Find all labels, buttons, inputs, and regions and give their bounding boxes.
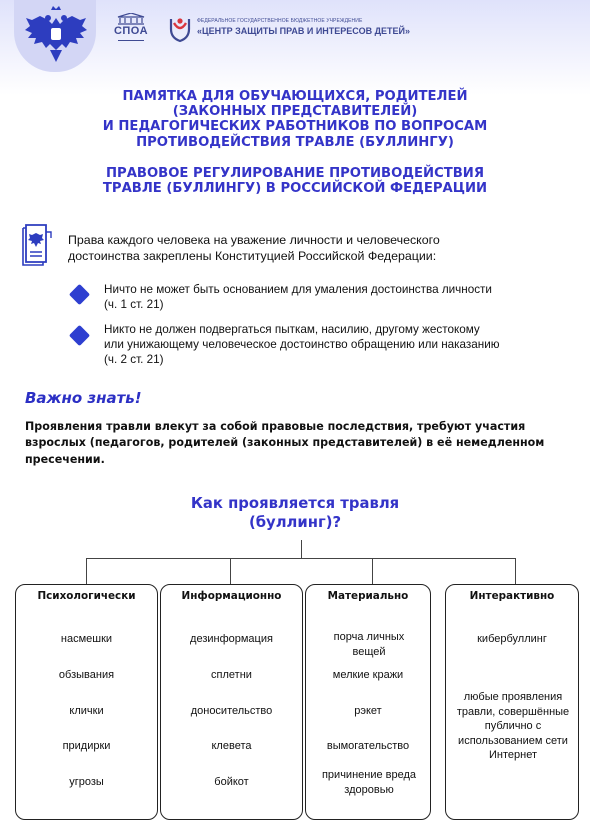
title-line: ПАМЯТКА ДЛЯ ОБУЧАЮЩИХСЯ, РОДИТЕЛЕЙ — [122, 89, 468, 104]
intro-line: достоинства закреплены Конституцией Российской Федерации: — [68, 249, 437, 263]
intro-line: Права каждого человека на уважение личности и человеческого — [68, 233, 440, 247]
title-line: ПРОТИВОДЕЙСТВИЯ ТРАВЛЕ (БУЛЛИНГУ) — [136, 134, 454, 150]
double-headed-eagle-icon — [22, 6, 90, 64]
important-heading: Важно знать! — [25, 389, 142, 407]
card-heading: Информационно — [181, 590, 282, 602]
card-item: угрозы — [69, 776, 104, 788]
section-heading-line: ПРАВОВОЕ РЕГУЛИРОВАНИЕ ПРОТИВОДЕЙСТВИЯ — [106, 166, 484, 181]
connector-branch — [86, 558, 87, 584]
card-heading: Материально — [327, 590, 409, 602]
intro-text — [68, 232, 528, 264]
card-item: клевета — [211, 740, 252, 752]
connector-trunk — [301, 540, 302, 558]
card-item: любые проявления травли, совершённые публично с использованием сети Интернет — [456, 691, 570, 761]
card-item: вымогательство — [326, 740, 410, 752]
connector-branch — [372, 558, 373, 584]
bullet-line: (ч. 1 ст. 21) — [104, 297, 164, 311]
diamond-bullet-icon — [69, 325, 90, 346]
connector-branch — [515, 558, 516, 584]
cspa-logo-text: СПОА — [113, 25, 149, 37]
bullet-text — [104, 283, 554, 313]
diagram-title-line: Как проявляется травля — [190, 495, 400, 512]
building-icon — [116, 13, 146, 25]
card-item: придирки — [62, 740, 111, 752]
note-line: взрослых (педагогов, родителей (законных представителей) в её немедленном — [25, 436, 545, 450]
card-item: доносительство — [190, 705, 273, 717]
card-item: рэкет — [354, 705, 382, 717]
bullet-line: Никто не должен подвергаться пыткам, насилию, другому жестокому — [104, 323, 480, 336]
category-card-psychological — [15, 584, 158, 820]
card-heading: Интерактивно — [469, 590, 555, 602]
constitution-document-icon — [20, 222, 54, 266]
bullet-text — [104, 323, 564, 367]
card-item: бойкот — [214, 776, 249, 788]
card-item: обзывания — [58, 669, 115, 681]
diagram-title — [150, 495, 440, 532]
connector-horizontal — [86, 558, 516, 559]
card-item: клички — [69, 705, 104, 717]
card-item: кибербуллинг — [477, 633, 547, 645]
section-heading — [30, 166, 560, 196]
cspa-logo — [110, 13, 152, 47]
card-item: причинение вреда здоровью — [321, 769, 417, 796]
org-type-text: ФЕДЕРАЛЬНОЕ ГОСУДАРСТВЕННОЕ БЮДЖЕТНОЕ УЧРЕЖДЕНИЕ — [197, 18, 363, 24]
bullet-line: Ничто не может быть основанием для умаления достоинства личности — [104, 283, 492, 296]
note-line: Проявления травли влекут за собой правовые последствия, требуют участия — [25, 420, 526, 433]
important-note — [25, 419, 545, 468]
note-line: пресечении. — [25, 452, 105, 466]
title-line: И ПЕДАГОГИЧЕСКИХ РАБОТНИКОВ ПО ВОПРОСАМ — [102, 119, 488, 135]
bullet-line: (ч. 2 ст. 21) — [104, 352, 164, 366]
card-item: сплетни — [211, 669, 252, 681]
card-item: мелкие кражи — [332, 669, 404, 681]
logo-divider — [118, 40, 144, 41]
main-title — [30, 89, 560, 150]
center-logo-icon — [168, 15, 192, 43]
bullet-line: или унижающему человеческое достоинство обращению или наказанию — [104, 337, 500, 351]
connector-branch — [230, 558, 231, 584]
diamond-bullet-icon — [69, 284, 90, 305]
card-item: насмешки — [60, 633, 113, 645]
category-card-material — [305, 584, 431, 820]
category-card-interactive — [445, 584, 579, 820]
org-name-text: «ЦЕНТР ЗАЩИТЫ ПРАВ И ИНТЕРЕСОВ ДЕТЕЙ» — [197, 26, 410, 36]
card-item: порча личных вещей — [333, 631, 405, 658]
card-heading: Психологически — [37, 590, 136, 602]
card-item: дезинформация — [190, 633, 273, 645]
title-line: (ЗАКОННЫХ ПРЕДСТАВИТЕЛЕЙ) — [172, 104, 418, 120]
diagram-title-line: (буллинг)? — [248, 513, 342, 531]
category-card-informational — [160, 584, 303, 820]
section-heading-line: ТРАВЛЕ (БУЛЛИНГУ) В РОССИЙСКОЙ ФЕДЕРАЦИИ — [102, 181, 488, 197]
